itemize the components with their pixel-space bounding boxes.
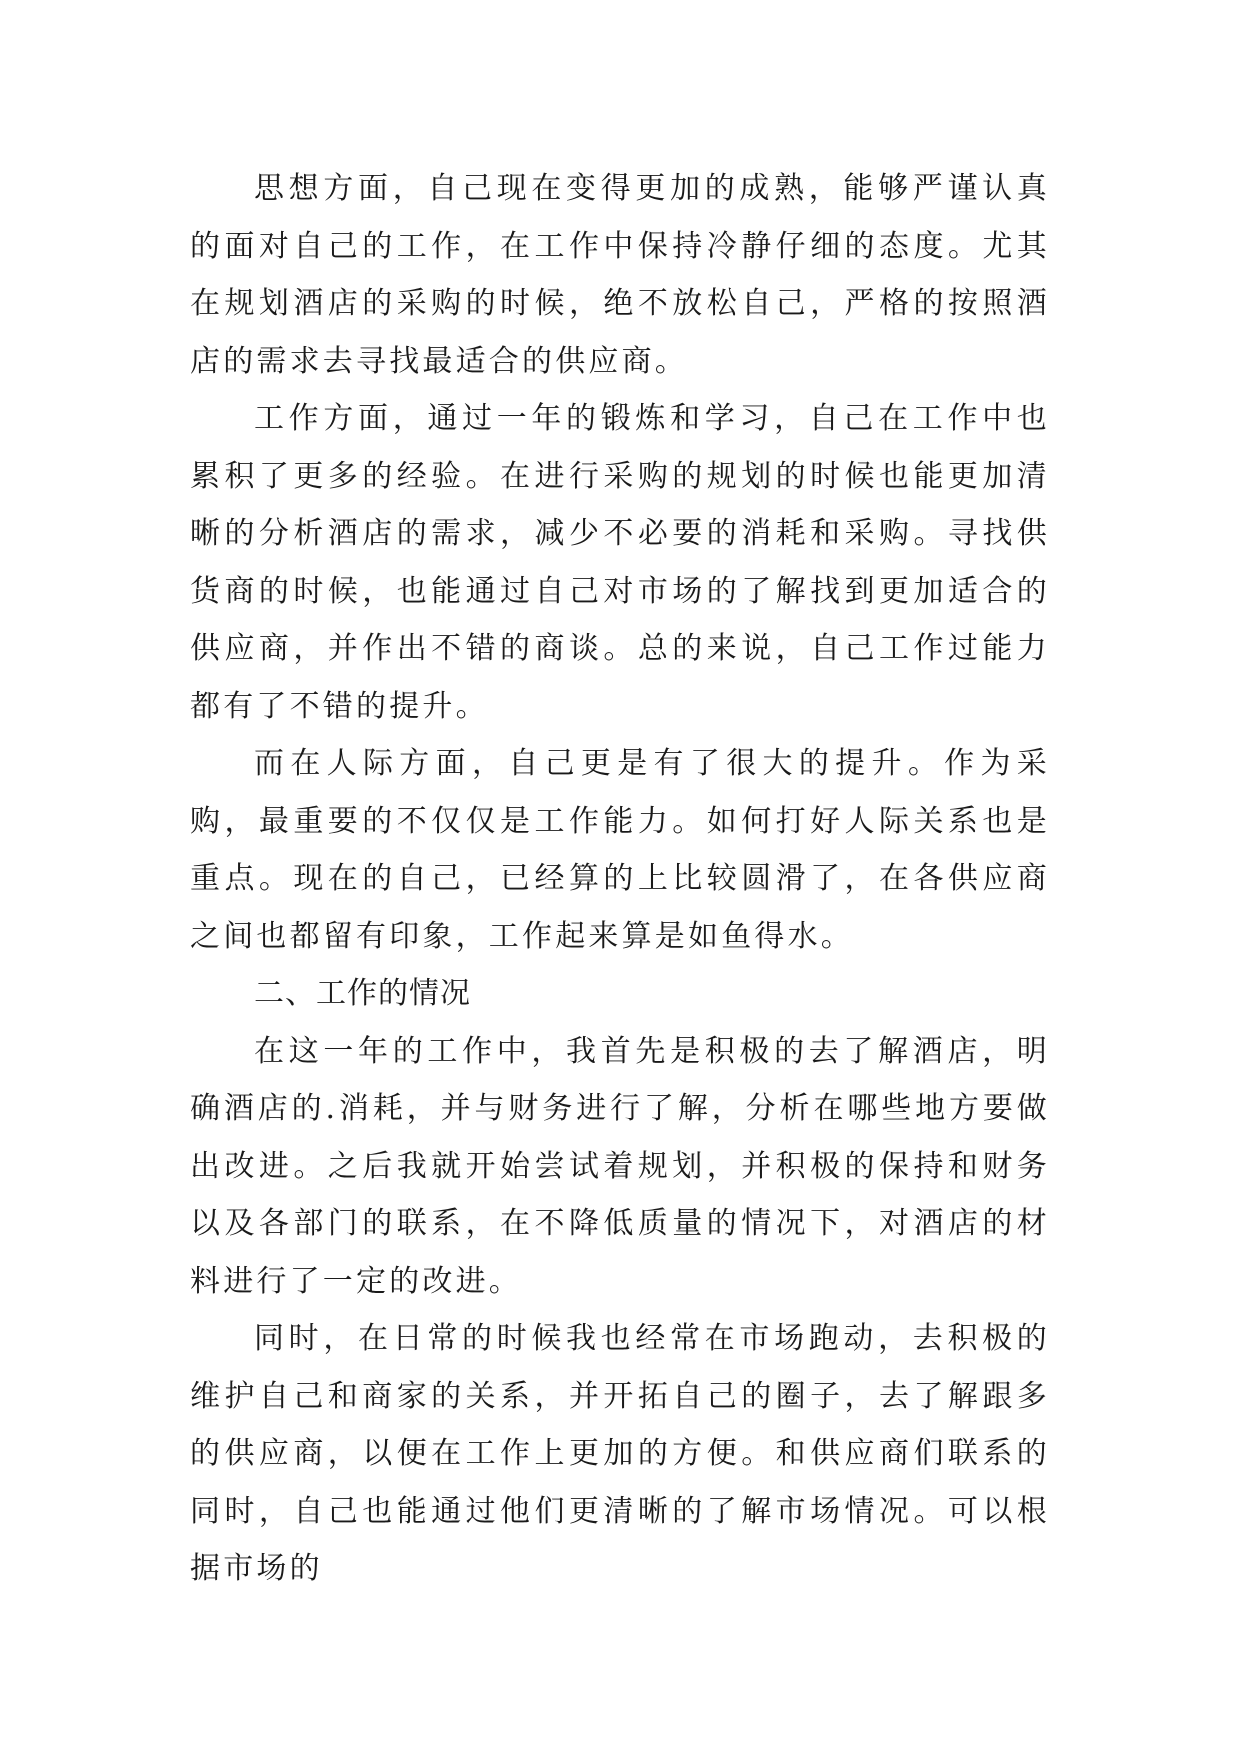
paragraph-work: 工作方面，通过一年的锻炼和学习，自己在工作中也累积了更多的经验。在进行采购的规划的时候也能更加清晰的分析酒店的需求，减少不必要的消耗和采购。寻找供货商的时候，也能通过自己对市场的了解找到更加适合的供应商，并作出不错的商谈。总的来说，自己工作过能力都有了不错的提升。 xyxy=(190,401,1050,724)
document-body xyxy=(190,160,1050,1598)
paragraph-interpersonal: 而在人际方面，自己更是有了很大的提升。作为采购，最重要的不仅仅是工作能力。如何打好人际关系也是重点。现在的自己，已经算的上比较圆滑了，在各供应商之间也都留有印象，工作起来算是如鱼得水。 xyxy=(190,746,1050,954)
section-heading: 二、工作的情况 xyxy=(254,976,471,1011)
paragraph-thinking: 思想方面，自己现在变得更加的成熟，能够严谨认真的面对自己的工作，在工作中保持冷静仔细的态度。尤其在规划酒店的采购的时候，绝不放松自己，严格的按照酒店的需求去寻找最适合的供应商。 xyxy=(190,171,1050,379)
paragraph-market: 同时，在日常的时候我也经常在市场跑动，去积极的维护自己和商家的关系，并开拓自己的圈子，去了解跟多的供应商，以便在工作上更加的方便。和供应商们联系的同时，自己也能通过他们更清晰的了解市场情况。可以根据市场的 xyxy=(190,1321,1050,1586)
paragraph-work-situation: 在这一年的工作中，我首先是积极的去了解酒店，明确酒店的.消耗，并与财务进行了解，分析在哪些地方要做出改进。之后我就开始尝试着规划，并积极的保持和财务以及各部门的联系，在不降低质量的情况下，对酒店的材料进行了一定的改进。 xyxy=(190,1033,1050,1299)
